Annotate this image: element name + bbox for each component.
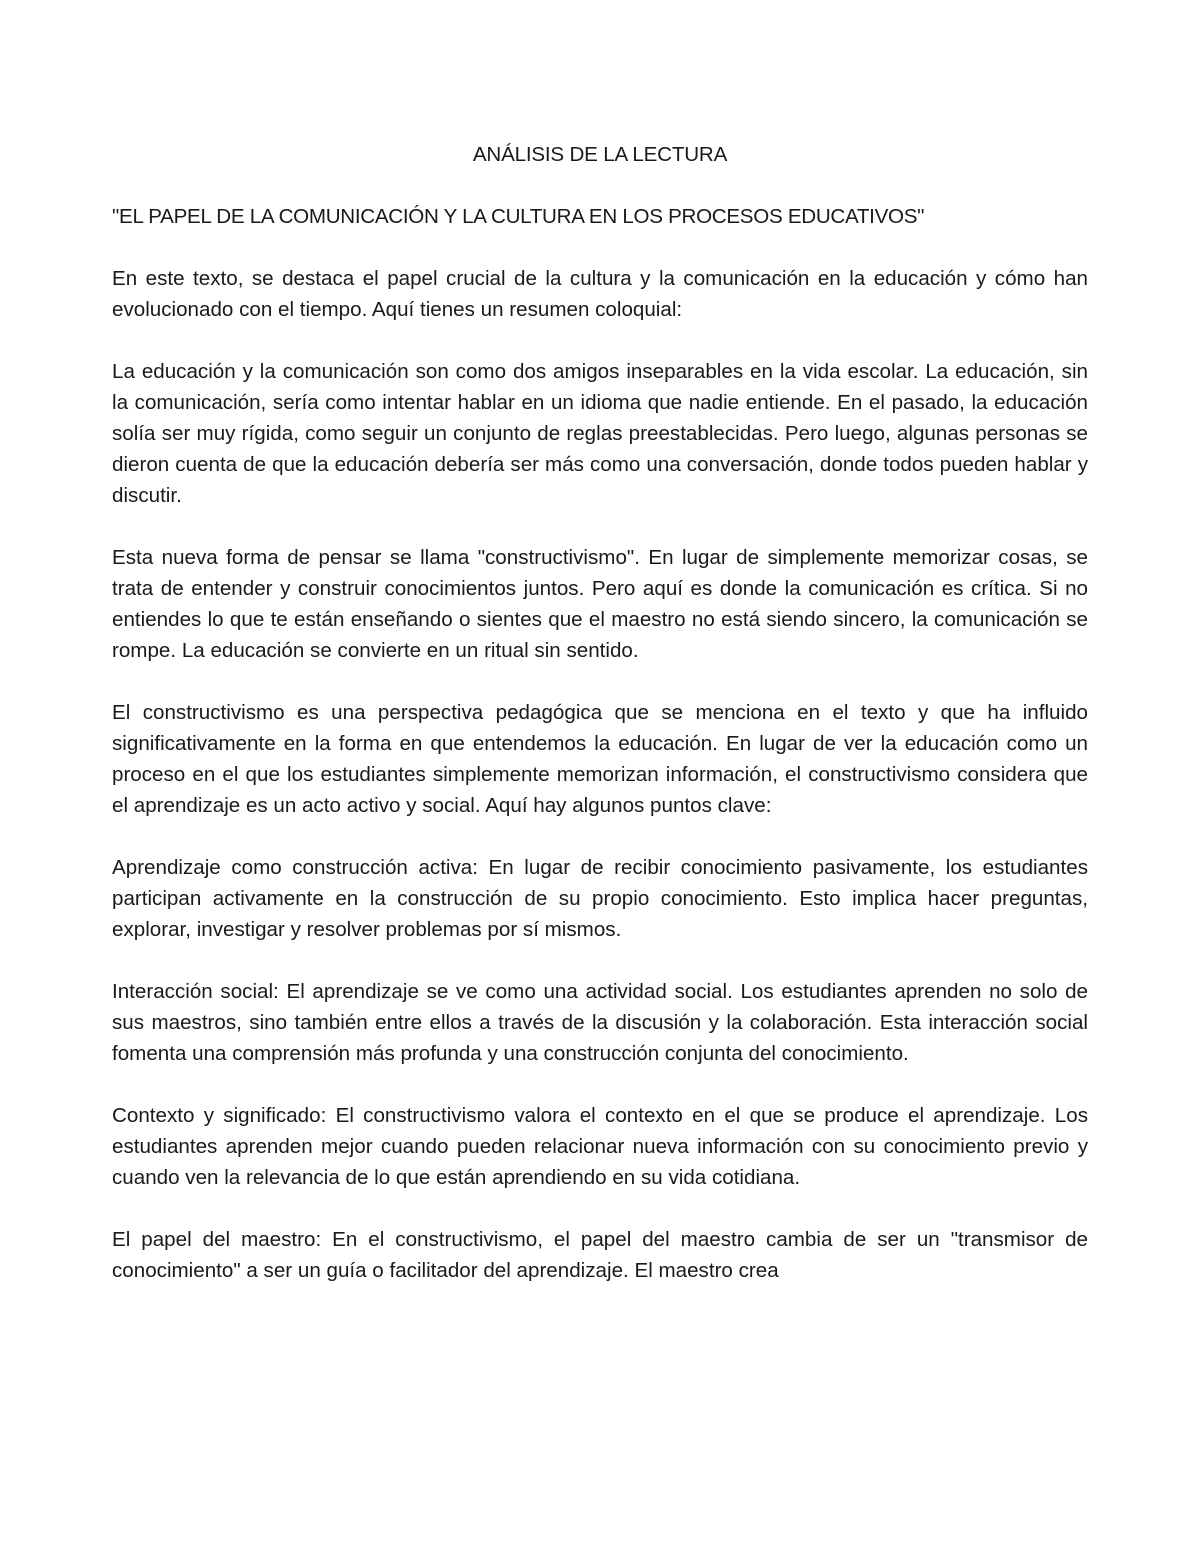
paragraph-teacher-role: El papel del maestro: En el constructivismo, el papel del maestro cambia de ser un "transmisor de conocimiento" a ser un guía o facilitador del aprendizaje. El maestro crea — [112, 1228, 1088, 1282]
paragraph-constructivism-perspective: El constructivismo es una perspectiva pedagógica que se menciona en el texto y que ha influido significativamente en la forma en que entendemos la educación. En lugar de ver la educación como un proceso en el que los estudiantes simplemente memorizan información, el constructivismo considera que el aprendizaje es un acto activo y social. Aquí hay algunos puntos clave: — [112, 701, 1088, 817]
paragraph-constructivism-intro: Esta nueva forma de pensar se llama "constructivismo". En lugar de simplemente memorizar cosas, se trata de entender y construir conocimientos juntos. Pero aquí es donde la comunicación es crítica. Si no entiendes lo que te están enseñando o sientes que el maestro no está siendo sincero, la comunicación se rompe. La educación se convierte en un ritual sin sentido. — [112, 546, 1088, 662]
paragraph-active-construction: Aprendizaje como construcción activa: En lugar de recibir conocimiento pasivamente, los estudiantes participan activamente en la construcción de su propio conocimiento. Esto implica hacer preguntas, explorar, investigar y resolver problemas por sí mismos. — [112, 856, 1088, 941]
document-page — [112, 139, 1088, 1286]
paragraph-education-communication: La educación y la comunicación son como dos amigos inseparables en la vida escolar. La educación, sin la comunicación, sería como intentar hablar en un idioma que nadie entiende. En el pasado, la educación solía ser muy rígida, como seguir un conjunto de reglas preestablecidas. Pero luego, algunas personas se dieron cuenta de que la educación debería ser más como una conversación, donde todos pueden hablar y discutir. — [112, 360, 1088, 507]
document-subtitle: "EL PAPEL DE LA COMUNICACIÓN Y LA CULTURA EN LOS PROCESOS EDUCATIVOS" — [112, 205, 925, 228]
paragraph-intro: En este texto, se destaca el papel crucial de la cultura y la comunicación en la educación y cómo han evolucionado con el tiempo. Aquí tienes un resumen coloquial: — [112, 267, 1088, 321]
paragraph-social-interaction: Interacción social: El aprendizaje se ve como una actividad social. Los estudiantes aprenden no solo de sus maestros, sino también entre ellos a través de la discusión y la colaboración. Esta interacción social fomenta una comprensión más profunda y una construcción conjunta del conocimiento. — [112, 980, 1088, 1065]
paragraph-context-meaning: Contexto y significado: El constructivismo valora el contexto en el que se produce el aprendizaje. Los estudiantes aprenden mejor cuando pueden relacionar nueva información con su conocimiento previo y cuando ven la relevancia de lo que están aprendiendo en su vida cotidiana. — [112, 1104, 1088, 1189]
document-title: ANÁLISIS DE LA LECTURA — [472, 143, 728, 166]
